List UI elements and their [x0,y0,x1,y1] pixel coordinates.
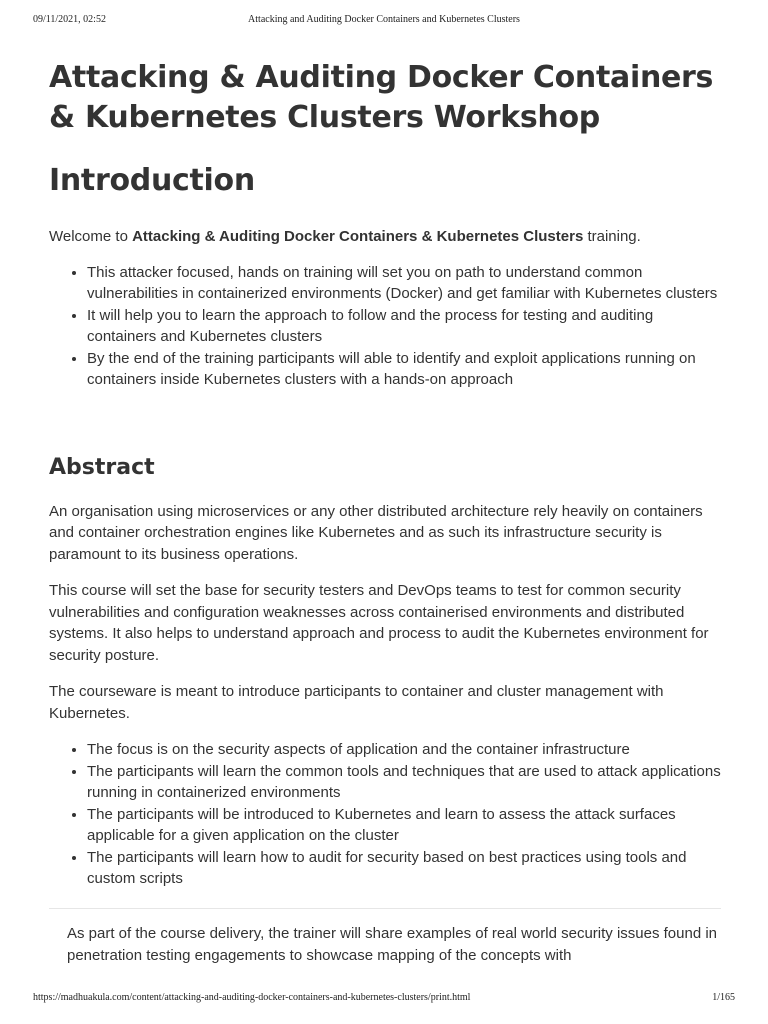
introduction-bullet-list [49,262,721,391]
course-delivery-quote [49,908,721,967]
print-header [0,14,768,28]
print-date: 09/11/2021, 02:52 [33,14,106,25]
print-url: https://madhuakula.com/content/attacking-and-auditing-docker-containers-and-kubernetes-clusters/print.html [33,992,471,1003]
welcome-suffix: training. [583,228,641,245]
abstract-heading: Abstract [49,454,155,480]
list-item: • This attacker focused, hands on training will set you on path to understand common vulnerabilities in containerized environments (Docker) and get familiar with Kubernetes clusters [87,262,721,305]
print-document-title: Attacking and Auditing Docker Containers and Kubernetes Clusters [248,14,520,25]
quote-text: As part of the course delivery, the trainer will share examples of real world security issues found in penetration testing engagements to showcase mapping of the concepts with [67,924,718,964]
page-title: Attacking & Auditing Docker Containers & Kubernetes Clusters Workshop [49,60,714,135]
list-item: • The focus is on the security aspects of application and the container infrastructure [87,739,721,761]
abstract-paragraph: The courseware is meant to introduce participants to container and cluster management with Kubernetes. [49,683,664,722]
welcome-prefix: Welcome to [49,228,133,245]
print-footer [0,992,768,1006]
list-item: • The participants will learn the common tools and techniques that are used to attack applications running in containerized environments [87,761,721,804]
list-item: • By the end of the training participants will able to identify and exploit applications running on containers inside Kubernetes clusters with a hands-on approach [87,348,721,391]
list-item: • The participants will be introduced to Kubernetes and learn to assess the attack surfaces applicable for a given application on the cluster [87,804,721,847]
list-item: • The participants will learn how to audit for security based on best practices using tools and custom scripts [87,847,721,890]
abstract-paragraph: An organisation using microservices or any other distributed architecture rely heavily on containers and container orchestration engines like Kubernetes and as such its infrastructure security is paramount to its business operations. [49,502,703,563]
abstract-paragraph: This course will set the base for security testers and DevOps teams to test for common security vulnerabilities and configuration weaknesses across containerised environments and distributed systems. It also helps to understand approach and process to audit the Kubernetes environment for security posture. [49,582,709,664]
welcome-paragraph [49,226,721,248]
page-number: 1/165 [712,992,735,1003]
list-item: • It will help you to learn the approach to follow and the process for testing and auditing containers and Kubernetes clusters [87,305,721,348]
document-content [49,58,721,967]
introduction-heading: Introduction [49,163,255,198]
abstract-bullet-list [49,739,721,890]
welcome-training-name: Attacking & Auditing Docker Containers & Kubernetes Clusters [132,228,584,245]
